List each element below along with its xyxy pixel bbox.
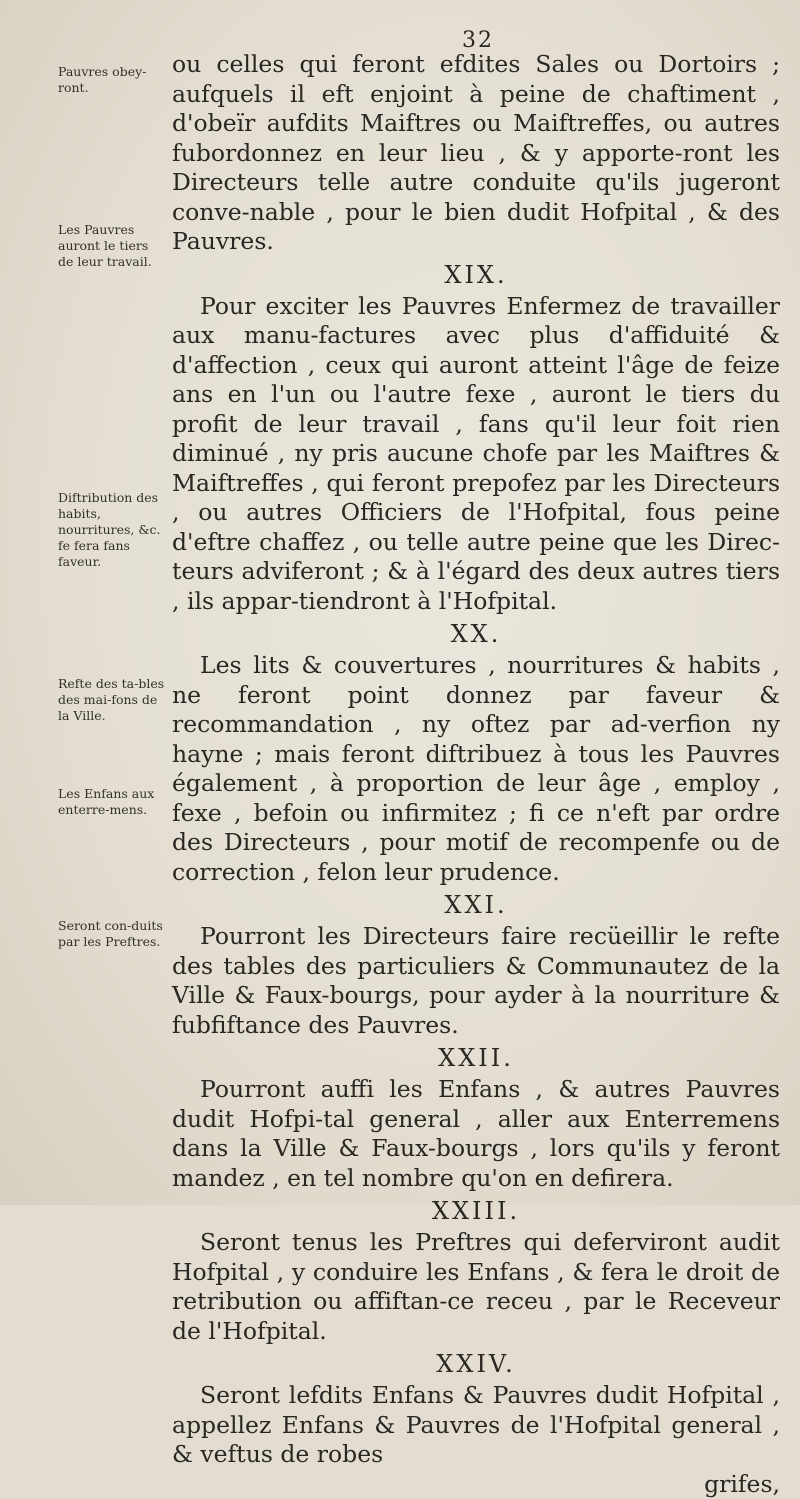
- margin-note: Pauvres obey-ront.: [58, 64, 166, 96]
- margin-note: Refte des ta-bles des mai-fons de la Ville.: [58, 676, 166, 724]
- margin-note: Les Enfans aux enterre-mens.: [58, 786, 166, 818]
- article-text: Seront tenus les Preftres qui deferviront audit Hofpital , y conduire les Enfans , & fera le droit de retribution ou affiftan-ce receu , par le Receveur de l'Hofpital.: [172, 1228, 780, 1346]
- article-heading: XX.: [172, 618, 780, 650]
- article-text: Seront lefdits Enfans & Pauvres dudit Hofpital , appellez Enfans & Pauvres de l'Hofpital general , & veftus de robes: [172, 1381, 780, 1470]
- main-text: [172, 50, 780, 1499]
- margin-note: Seront con-duits par les Preftres.: [58, 918, 166, 950]
- article-heading: XXIII.: [172, 1195, 780, 1227]
- article-text: Pourront auffi les Enfans , & autres Pauvres dudit Hofpi-tal general , aller aux Enterremens dans la Ville & Faux-bourgs , lors qu'ils y feront mandez , en tel nombre qu'on en defirera.: [172, 1075, 780, 1193]
- page-number: 32: [462, 28, 494, 53]
- article-text: Les lits & couvertures , nourritures & habits , ne feront point donnez par faveur & recommandation , ny oftez par ad-verfion ny hayne ; mais feront diftribuez à tous les Pauvres également , à proportion de leur âge , employ , fexe , befoin ou infirmitez ; fi ce n'eft par ordre des Directeurs , pour motif de recompenfe ou de correction , felon leur prudence.: [172, 651, 780, 887]
- article-heading: XIX.: [172, 259, 780, 291]
- margin-note: Les Pauvres auront le tiers de leur travail.: [58, 222, 166, 270]
- article-text: Pour exciter les Pauvres Enfermez de travailler aux manu-factures avec plus d'affiduité & d'affection , ceux qui auront atteint l'âge de feize ans en l'un ou l'autre fexe , auront le tiers du profit de leur travail , fans qu'il leur foit rien diminué , ny pris aucune chofe par les Maiftres & Maiftreffes , qui feront prepofez par les Directeurs , ou autres Officiers de l'Hofpital, fous peine d'eftre chaffez , ou telle autre peine que les Direc-teurs adviferont ; & à l'égard des deux autres tiers , ils appar-tiendront à l'Hofpital.: [172, 292, 780, 617]
- article-heading: XXII.: [172, 1042, 780, 1074]
- catchword: grifes,: [172, 1470, 780, 1499]
- article-heading: XXIV.: [172, 1348, 780, 1380]
- margin-note: Diftribution des habits, nourritures, &c. fe fera fans faveur.: [58, 490, 166, 570]
- article-heading: XXI.: [172, 889, 780, 921]
- article-text: Pourront les Directeurs faire recüeillir le refte des tables des particuliers & Communautez de la Ville & Faux-bourgs, pour ayder à la nourriture & fubfiftance des Pauvres.: [172, 922, 780, 1040]
- article-text: ou celles qui feront efdites Sales ou Dortoirs ; aufquels il eft enjoint à peine de chaftiment , d'obeïr aufdits Maiftres ou Maiftreffes, ou autres fubordonnez en leur lieu , & y apporte-ront les Directeurs telle autre conduite qu'ils jugeront conve-nable , pour le bien dudit Hofpital , & des Pauvres.: [172, 50, 780, 257]
